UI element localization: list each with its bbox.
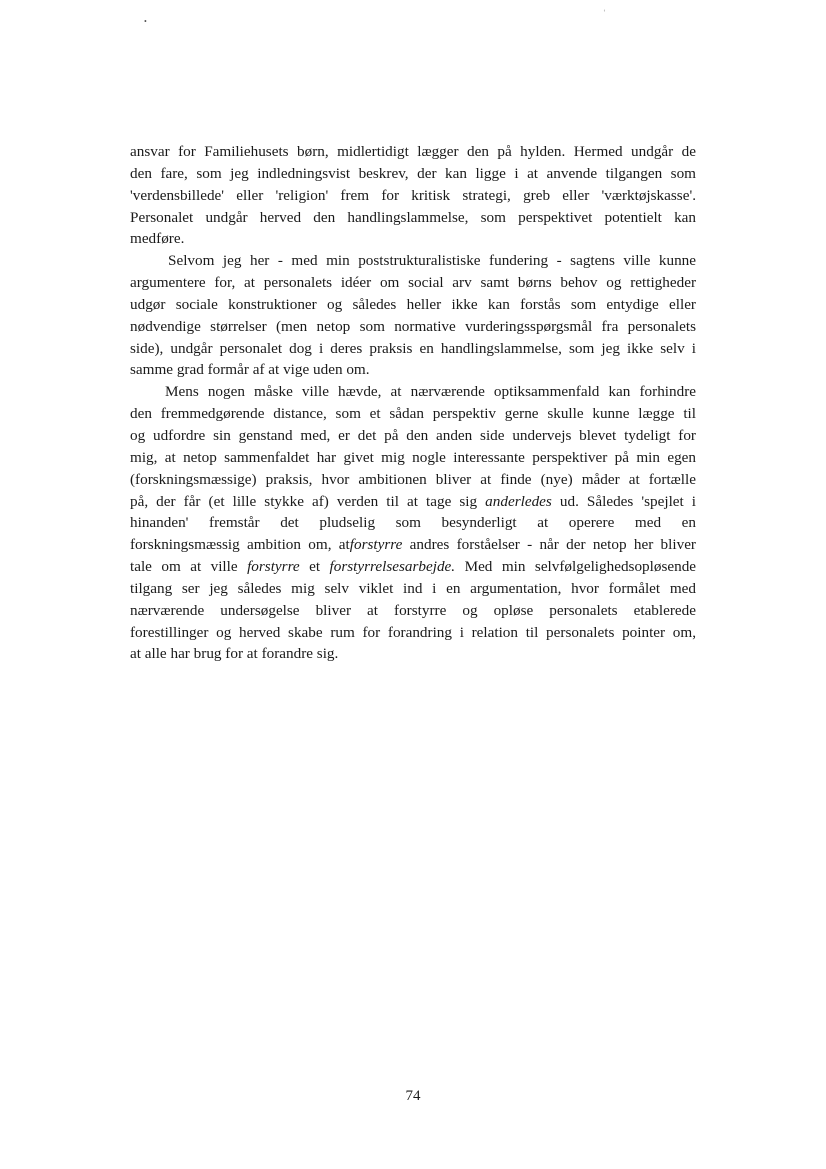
- text-line: nærværende undersøgelse bliver at forstyrre og opløse personalets etablerede: [130, 601, 696, 619]
- text-line: Mens nogen måske ville hævde, at nærværende optiksammenfald kan forhindre: [165, 383, 696, 401]
- text-line: [130, 534, 696, 556]
- italic-term: forstyrrelsesarbejde.: [329, 558, 456, 576]
- text-line: (forskningsmæssige) praksis, hvor ambitionen bliver at finde (nye) måder at fortælle: [130, 470, 696, 488]
- text-segment: på, der får (et lille stykke af) verden til at tage sig: [130, 492, 478, 510]
- text-line: [130, 556, 696, 578]
- italic-term: anderledes: [485, 492, 552, 510]
- text-line: udgør sociale konstruktioner og således heller ikke kan forstås som entydige eller: [130, 295, 696, 313]
- text-line: Selvom jeg her - med min poststrukturalistiske fundering - sagtens ville kunne: [168, 252, 696, 270]
- text-segment: andres forståelser - når der netop her bliver: [409, 536, 696, 554]
- text-segment: Med min selvfølgelighedsopløsende: [464, 558, 697, 576]
- scan-speck: ʿ: [603, 9, 606, 18]
- text-line: Personalet undgår herved den handlingslammelse, som perspektivet potentielt kan: [130, 208, 696, 226]
- text-line: hinanden' fremstår det pludselig som besynderligt at operere med en: [130, 514, 696, 532]
- text-line: forestillinger og herved skabe rum for forandring i relation til personalets pointer om,: [130, 623, 696, 641]
- scan-speck: •: [144, 17, 147, 26]
- text-segment: tale om at ville: [130, 558, 238, 576]
- text-segment: et: [309, 558, 321, 576]
- text-segment: ud. Således 'spejlet i: [559, 492, 697, 510]
- text-line: argumentere for, at personalets idéer om social arv samt børns behov og rettigheder: [130, 274, 696, 292]
- text-line: og udfordre sin genstand med, er det på den anden side undervejs blevet tydeligt for: [130, 426, 696, 444]
- text-line: samme grad formår af at vige uden om.: [130, 361, 370, 379]
- text-line: 'verdensbillede' eller 'religion' frem for kritisk strategi, greb eller 'værktøjskasse'.: [130, 186, 696, 204]
- text-line: nødvendige størrelser (men netop som normative vurderingsspørgsmål fra personalets: [130, 317, 696, 335]
- body-text: [130, 141, 696, 665]
- text-line: den fare, som jeg indledningsvist beskrev, der kan ligge i at anvende tilgangen som: [130, 164, 696, 182]
- text-line: side), undgår personalet dog i deres praksis en handlingslammelse, som jeg ikke selv i: [130, 339, 696, 357]
- text-line: tilgang ser jeg således mig selv viklet ind i en argumentation, hvor formålet med: [130, 579, 696, 597]
- text-line: at alle har brug for at forandre sig.: [130, 645, 339, 663]
- italic-term: forstyrre: [349, 536, 403, 554]
- text-line: den fremmedgørende distance, som et sådan perspektiv gerne skulle kunne lægge til: [130, 405, 696, 423]
- text-line: [130, 491, 696, 513]
- italic-term: forstyrre: [247, 558, 300, 576]
- text-line: mig, at netop sammenfaldet har givet mig nogle interessante perspektiver på min egen: [130, 448, 696, 466]
- text-line: medføre.: [130, 230, 185, 248]
- text-line: ansvar for Familiehusets børn, midlertidigt lægger den på hylden. Hermed undgår de: [130, 143, 696, 160]
- page-number: 74: [405, 1088, 421, 1104]
- text-segment: forskningsmæssig ambition om, at: [130, 536, 350, 554]
